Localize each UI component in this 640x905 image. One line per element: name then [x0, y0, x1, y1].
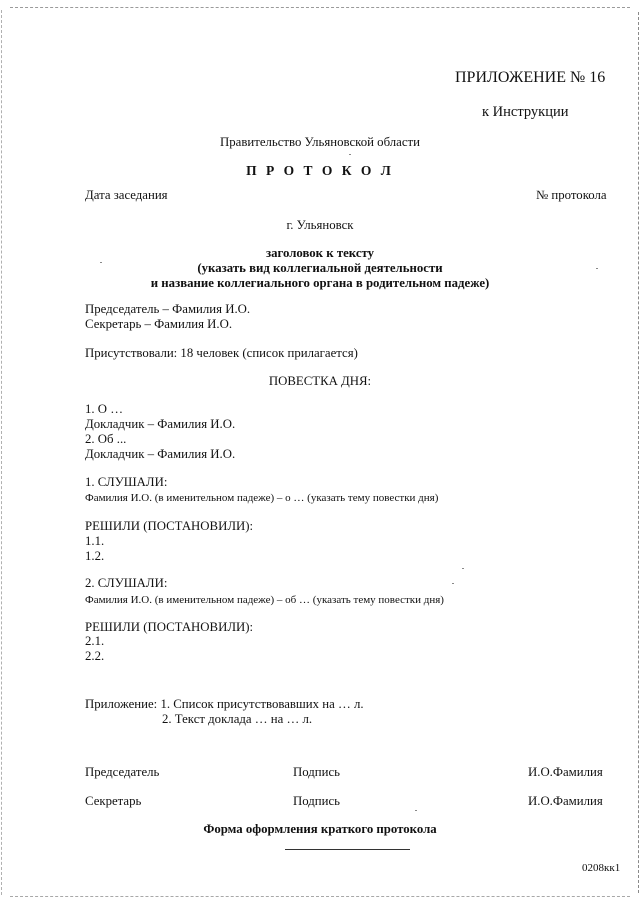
- agenda-item: 1. О …: [85, 402, 124, 416]
- agenda-item: 2. Об ...: [85, 432, 127, 446]
- secretary-line: Секретарь – Фамилия И.О.: [85, 317, 233, 331]
- heard-text-1: Фамилия И.О. (в именительном падеже) – о … (указать тему повестки дня): [85, 492, 439, 504]
- scan-speck: [415, 810, 417, 811]
- resolution-point: 2.1.: [85, 634, 105, 648]
- meeting-date-label: Дата заседания: [85, 188, 168, 202]
- scan-speck: [462, 568, 464, 569]
- organization-name: Правительство Ульяновской области: [220, 135, 420, 149]
- heading-line-1: заголовок к тексту: [265, 246, 375, 260]
- resolved-title-2: РЕШИЛИ (ПОСТАНОВИЛИ):: [85, 620, 254, 634]
- heard-title-1: 1. СЛУШАЛИ:: [85, 475, 168, 489]
- agenda-item: Докладчик – Фамилия И.О.: [85, 447, 236, 461]
- scan-speck: [596, 268, 598, 269]
- resolved-title-1: РЕШИЛИ (ПОСТАНОВИЛИ):: [85, 519, 254, 533]
- resolution-point: 2.2.: [85, 649, 105, 663]
- appendix-number: ПРИЛОЖЕНИЕ № 16: [455, 69, 606, 86]
- attachments-line-2: 2. Текст доклада … на … л.: [162, 712, 313, 726]
- city-name: г. Ульяновск: [286, 218, 354, 232]
- scan-border-bottom: [10, 896, 630, 897]
- signature-role: Председатель: [85, 765, 160, 779]
- signature-name: И.О.Фамилия: [528, 794, 603, 808]
- scan-border-top: [10, 7, 630, 8]
- scan-speck: [100, 262, 102, 263]
- heard-text-2: Фамилия И.О. (в именительном падеже) – об … (указать тему повестки дня): [85, 594, 444, 606]
- heard-title-2: 2. СЛУШАЛИ:: [85, 576, 168, 590]
- chairman-line: Председатель – Фамилия И.О.: [85, 302, 251, 316]
- signature-name: И.О.Фамилия: [528, 765, 603, 779]
- signature-placeholder: Подпись: [293, 765, 340, 779]
- caption-underline: [285, 849, 410, 850]
- agenda-title: ПОВЕСТКА ДНЯ:: [268, 374, 372, 388]
- form-code: 0208кк1: [582, 862, 621, 874]
- scan-speck: [452, 583, 454, 584]
- heading-line-3: и название коллегиального органа в родительном падеже): [150, 276, 490, 290]
- resolution-point: 1.1.: [85, 534, 105, 548]
- heading-line-2: (указать вид коллегиальной деятельности: [197, 261, 443, 275]
- signature-placeholder: Подпись: [293, 794, 340, 808]
- attachments-line-1: Приложение: 1. Список присутствовавших на … л.: [85, 697, 364, 711]
- signature-role: Секретарь: [85, 794, 142, 808]
- form-caption: Форма оформления краткого протокола: [203, 822, 437, 836]
- protocol-number-label: № протокола: [536, 188, 607, 202]
- resolution-point: 1.2.: [85, 549, 105, 563]
- instruction-reference: к Инструкции: [482, 104, 569, 120]
- agenda-item: Докладчик – Фамилия И.О.: [85, 417, 236, 431]
- attendance-line: Присутствовали: 18 человек (список прилагается): [85, 346, 358, 360]
- document-type-title: П Р О Т О К О Л: [246, 163, 394, 178]
- scan-speck: [349, 154, 351, 155]
